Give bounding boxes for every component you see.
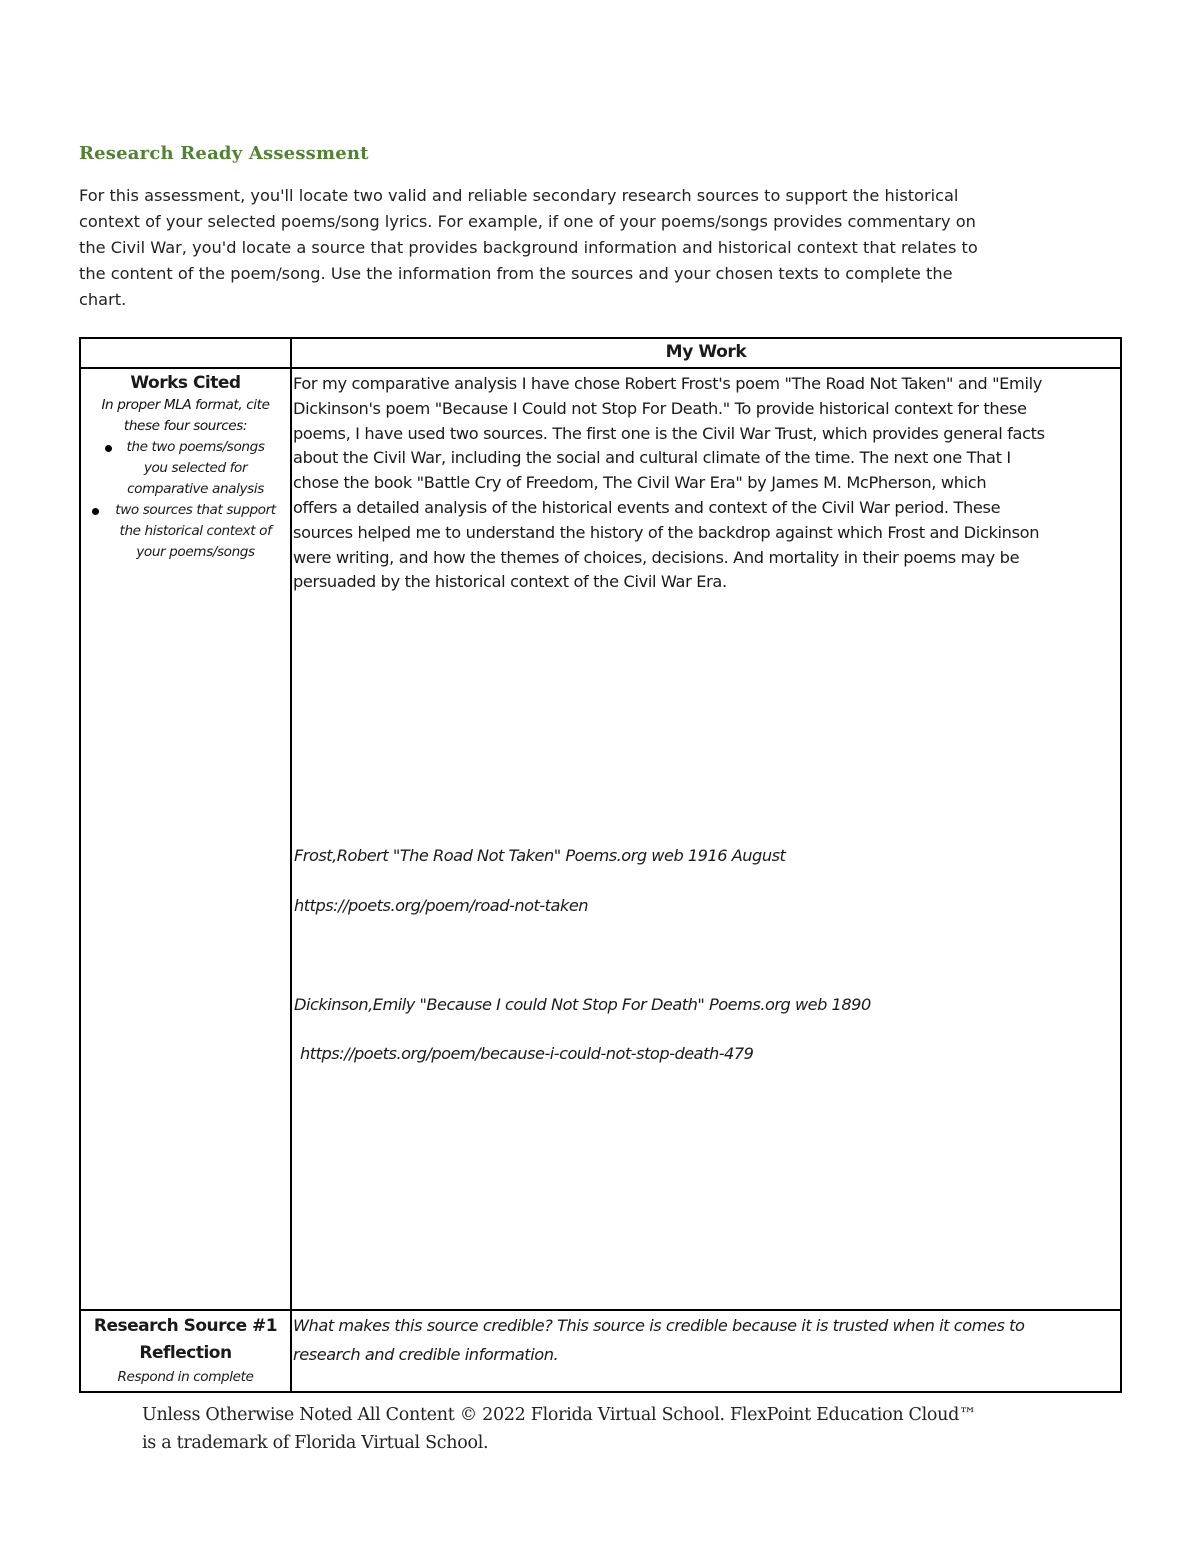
intro-line: chart. bbox=[79, 290, 127, 309]
footer-line: Unless Otherwise Noted All Content © 2022 Florida Virtual School. FlexPoint Education Cloud™ bbox=[142, 1405, 977, 1425]
bullet-line: the historical context of bbox=[119, 523, 272, 539]
essay-text bbox=[293, 372, 1120, 595]
reflection-answer bbox=[293, 1311, 1120, 1369]
bullet-item bbox=[81, 500, 290, 563]
note-line: In proper MLA format, cite bbox=[101, 397, 270, 413]
intro-line: the content of the poem/song. Use the information from the sources and your chosen texts to complete the bbox=[79, 264, 953, 283]
essay-line: about the Civil War, including the social and cultural climate of the time. The next one That I bbox=[293, 448, 1011, 468]
my-work-content bbox=[293, 372, 1120, 1312]
page-title: Research Ready Assessment bbox=[79, 143, 369, 164]
essay-line: offers a detailed analysis of the historical events and context of the Civil War period. These bbox=[293, 497, 1001, 517]
essay-line: chose the book "Battle Cry of Freedom, The Civil War Era" by James M. McPherson, which bbox=[293, 473, 987, 493]
bullet-line: your poems/songs bbox=[136, 544, 255, 560]
essay-line: poems, I have used two sources. The first one is the Civil War Trust, which provides general facts bbox=[293, 423, 1045, 443]
reflection-answer-line: What makes this source credible? This source is credible because it is trusted when it comes to bbox=[293, 1316, 1025, 1335]
essay-line: Dickinson's poem "Because I Could not Stop For Death." To provide historical context for these bbox=[293, 398, 1027, 418]
my-work-header: My Work bbox=[291, 338, 1121, 368]
reflection-answer-cell bbox=[291, 1310, 1121, 1392]
reflection-note: Respond in complete bbox=[117, 1369, 254, 1385]
footer-line: is a trademark of Florida Virtual School. bbox=[142, 1433, 489, 1453]
essay-line: persuaded by the historical context of the Civil War Era. bbox=[293, 572, 727, 592]
chart-header-row bbox=[80, 338, 1121, 368]
reflection-title bbox=[81, 1313, 290, 1367]
works-cited-row bbox=[80, 368, 1121, 1310]
bullet-line: two sources that support bbox=[115, 502, 276, 518]
bullet-line: comparative analysis bbox=[127, 481, 264, 497]
intro-line: the Civil War, you'd locate a source that provides background information and historical context that relates to bbox=[79, 238, 978, 257]
citation-dickinson: Dickinson,Emily "Because I could Not Stop For Death" Poems.org web 1890 bbox=[294, 995, 871, 1014]
citation-frost: Frost,Robert "The Road Not Taken" Poems.org web 1916 August bbox=[294, 846, 786, 865]
assessment-chart bbox=[79, 337, 1122, 1393]
copyright-footer bbox=[142, 1401, 976, 1457]
my-work-cell bbox=[291, 368, 1121, 1310]
reflection-answer-line: research and credible information. bbox=[293, 1345, 559, 1364]
essay-line: sources helped me to understand the history of the backdrop against which Frost and Dickinson bbox=[293, 522, 1040, 542]
bullet-line: the two poems/songs bbox=[126, 439, 265, 455]
intro-paragraph bbox=[79, 183, 1069, 313]
reflection-title-line: Reflection bbox=[139, 1343, 232, 1363]
reflection-row bbox=[80, 1310, 1121, 1392]
intro-line: For this assessment, you'll locate two valid and reliable secondary research sources to support the historical bbox=[79, 186, 959, 205]
reflection-title-line: Research Source #1 bbox=[93, 1316, 278, 1336]
essay-line: For my comparative analysis I have chose Robert Frost's poem "The Road Not Taken" and "Emily bbox=[293, 374, 1042, 393]
works-cited-note bbox=[81, 395, 290, 437]
citation-dickinson-url[interactable]: https://poets.org/poem/because-i-could-not-stop-death-479 bbox=[300, 1044, 754, 1063]
essay-line: were writing, and how the themes of choices, decisions. And mortality in their poems may be bbox=[293, 547, 1020, 567]
works-cited-label-cell bbox=[80, 368, 291, 1310]
note-line: these four sources: bbox=[123, 418, 248, 434]
citation-frost-url[interactable]: https://poets.org/poem/road-not-taken bbox=[294, 896, 589, 915]
reflection-label-cell bbox=[80, 1310, 291, 1392]
header-left-cell bbox=[80, 338, 291, 368]
works-cited-title: Works Cited bbox=[130, 373, 241, 393]
bullet-line: you selected for bbox=[143, 460, 248, 476]
works-cited-bullets bbox=[81, 437, 290, 563]
intro-line: context of your selected poems/song lyrics. For example, if one of your poems/songs provides commentary on bbox=[79, 212, 976, 231]
bullet-item bbox=[81, 437, 290, 500]
